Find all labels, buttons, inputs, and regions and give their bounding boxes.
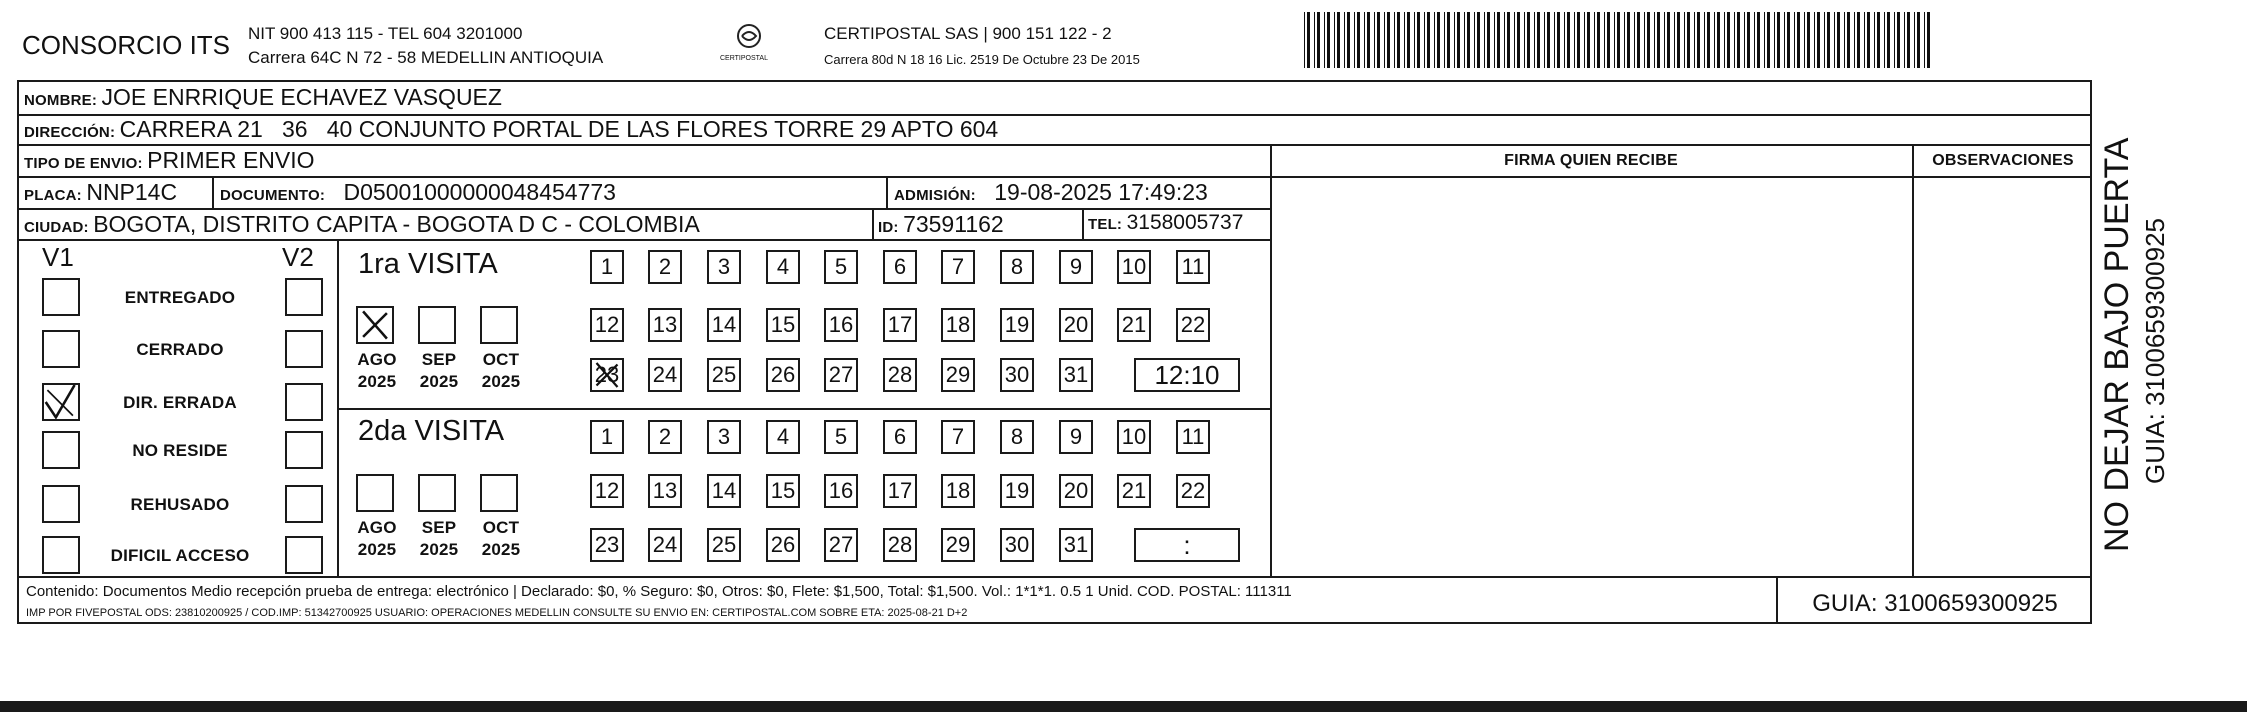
v1-checkbox[interactable] [42, 536, 80, 574]
barcode-bar [1807, 12, 1810, 68]
barcode-bar [1547, 12, 1550, 68]
visita1-month-checkbox[interactable] [356, 306, 394, 344]
visita1-day-box[interactable]: 13 [648, 308, 682, 342]
firma-area[interactable] [1272, 178, 1912, 576]
v1-checkbox[interactable] [42, 431, 80, 469]
barcode-bar [1904, 12, 1905, 68]
barcode-bar [1317, 12, 1320, 68]
barcode-bar [1474, 12, 1475, 68]
nombre-label: NOMBRE: [24, 92, 98, 109]
visita2-month-label: SEP [421, 518, 457, 537]
observaciones-header: OBSERVACIONES [1932, 152, 2074, 169]
barcode-bar [1577, 12, 1580, 68]
visita1-day-box[interactable]: 22 [1176, 308, 1210, 342]
nombre-value: JOE ENRRIQUE ECHAVEZ VASQUEZ [101, 84, 502, 110]
visita2-day-box[interactable]: 8 [1000, 420, 1034, 454]
courier-license: Carrera 80d N 18 16 Lic. 2519 De Octubre 23 De 2015 [824, 52, 1140, 67]
barcode-bar [1417, 12, 1420, 68]
visita1-day-box[interactable]: 29 [941, 358, 975, 392]
barcode-bar [1917, 12, 1920, 68]
barcode-bar [1467, 12, 1470, 68]
visita2-day-box[interactable]: 9 [1059, 420, 1093, 454]
company-name: CONSORCIO ITS [22, 30, 231, 60]
barcode-bar [1687, 12, 1690, 68]
visita1-month-checkbox[interactable] [418, 306, 456, 344]
check-mark-icon [44, 385, 78, 419]
barcode-bar [1614, 12, 1615, 68]
barcode-bar [1697, 12, 1700, 68]
barcode-bar [1847, 12, 1850, 68]
barcode-bar [1337, 12, 1340, 68]
barcode-bar [1764, 12, 1765, 68]
visita2-day-box[interactable]: 23 [590, 528, 624, 562]
barcode-bar [1844, 12, 1845, 68]
x-mark-icon [358, 308, 392, 342]
firma-header: FIRMA QUIEN RECIBE [1504, 152, 1678, 169]
visita1-day-box[interactable]: 14 [707, 308, 741, 342]
barcode-bar [1584, 12, 1585, 68]
barcode-bar [1387, 12, 1390, 68]
barcode-bar [1514, 12, 1515, 68]
visita2-day-box[interactable]: 27 [824, 528, 858, 562]
placa-label: PLACA: [24, 187, 82, 204]
visita2-day-box[interactable]: 22 [1176, 474, 1210, 508]
visita2-day-box[interactable]: 13 [648, 474, 682, 508]
barcode-bar [1767, 12, 1770, 68]
visita1-month-label: OCT [482, 350, 520, 369]
visita1-day-box[interactable]: 7 [941, 250, 975, 284]
barcode-bar [1634, 12, 1635, 68]
visita2-month-checkbox[interactable] [356, 474, 394, 512]
barcode-bar [1557, 12, 1560, 68]
barcode-bar [1404, 12, 1405, 68]
barcode-bar [1427, 12, 1430, 68]
barcode-bar [1567, 12, 1570, 68]
barcode-bar [1517, 12, 1520, 68]
barcode-bar [1714, 12, 1715, 68]
visita2-day-box[interactable]: 14 [707, 474, 741, 508]
visita2-day-box[interactable]: 5 [824, 420, 858, 454]
v2-checkbox[interactable] [285, 485, 323, 523]
barcode-bar [1897, 12, 1900, 68]
barcode-bar [1607, 12, 1610, 68]
admision-label: ADMISIÓN: [894, 187, 976, 204]
courier-name: CERTIPOSTAL SAS | 900 151 122 - 2 [824, 24, 1112, 43]
status-option-label: REHUSADO [130, 495, 230, 514]
visita1-month-year: 2025 [481, 372, 521, 391]
ciudad-value: BOGOTA, DISTRITO CAPITA - BOGOTA D C - COLOMBIA [93, 211, 700, 237]
visita1-title: 1ra VISITA [358, 248, 498, 280]
visita2-day-box[interactable]: 4 [766, 420, 800, 454]
barcode-bar [1784, 12, 1785, 68]
visita2-month-checkbox[interactable] [480, 474, 518, 512]
barcode-bar [1504, 12, 1505, 68]
barcode-bar [1794, 12, 1795, 68]
barcode-bar [1377, 12, 1380, 68]
admision-value: 19-08-2025 17:49:23 [994, 179, 1208, 205]
barcode-bar [1637, 12, 1640, 68]
barcode-bar [1314, 12, 1315, 68]
visita2-day-box[interactable]: 26 [766, 528, 800, 562]
visita2-day-box[interactable]: 31 [1059, 528, 1093, 562]
visita1-day-box[interactable]: 28 [883, 358, 917, 392]
v2-checkbox[interactable] [285, 431, 323, 469]
barcode-bar [1334, 12, 1335, 68]
visita2-day-box[interactable]: 16 [824, 474, 858, 508]
status-option-label: NO RESIDE [132, 441, 228, 460]
visita1-day-box[interactable]: 6 [883, 250, 917, 284]
barcode-bar [1684, 12, 1685, 68]
visita1-day-box[interactable]: 1 [590, 250, 624, 284]
visita2-month-year: 2025 [481, 540, 521, 559]
barcode-bar [1437, 12, 1440, 68]
visita2-day-box[interactable]: 3 [707, 420, 741, 454]
visita1-month-label: AGO [357, 350, 397, 369]
barcode-bar [1484, 12, 1485, 68]
barcode-bar [1594, 12, 1595, 68]
barcode-bar [1777, 12, 1780, 68]
barcode-bar [1667, 12, 1670, 68]
barcode-bar [1537, 12, 1540, 68]
barcode-bar [1447, 12, 1450, 68]
barcode-bar [1657, 12, 1660, 68]
barcode-bar [1604, 12, 1605, 68]
status-option-label: DIFICIL ACCESO [110, 546, 250, 565]
barcode-bar [1894, 12, 1895, 68]
visita2-day-box[interactable]: 21 [1117, 474, 1151, 508]
visita1-day-box[interactable]: 4 [766, 250, 800, 284]
v1-checkbox[interactable] [42, 278, 80, 316]
barcode-bar [1627, 12, 1630, 68]
documento-label: DOCUMENTO: [220, 187, 326, 204]
footer-guia: GUIA: 3100659300925 [1812, 590, 2058, 617]
visita1-month-checkbox[interactable] [480, 306, 518, 344]
barcode-bar [1827, 12, 1830, 68]
barcode-bar [1674, 12, 1675, 68]
barcode-bar [1477, 12, 1480, 68]
visita2-day-box[interactable]: 7 [941, 420, 975, 454]
barcode-bar [1444, 12, 1445, 68]
visita2-day-box[interactable]: 20 [1059, 474, 1093, 508]
barcode-bar [1654, 12, 1655, 68]
barcode-bar [1644, 12, 1645, 68]
barcode-bar [1327, 12, 1330, 68]
footer-content: Contenido: Documentos Medio recepción prueba de entrega: electrónico | Declarado: $0, % Seguro: $0, Otros: $0, Flete: $1,500, Total: $1,500. Vol.: 1*1*1. 0.5 1 Unid. COD. POSTAL: 111311 [26, 583, 1292, 600]
barcode-bar [1464, 12, 1465, 68]
barcode-bar [1374, 12, 1375, 68]
visita2-day-box[interactable]: 19 [1000, 474, 1034, 508]
company-address: Carrera 64C N 72 - 58 MEDELLIN ANTIOQUIA [248, 48, 604, 67]
visita2-day-box[interactable]: 18 [941, 474, 975, 508]
barcode-bar [1534, 12, 1535, 68]
barcode-bar [1907, 12, 1910, 68]
barcode-bar [1494, 12, 1495, 68]
barcode-bar [1887, 12, 1890, 68]
barcode-bar [1727, 12, 1730, 68]
barcode-bar [1817, 12, 1820, 68]
barcode-bar [1454, 12, 1455, 68]
barcode-bar [1664, 12, 1665, 68]
side-warning: NO DEJAR BAJO PUERTA [2098, 137, 2136, 552]
barcode-bar [1927, 12, 1930, 68]
barcode-bar [1877, 12, 1880, 68]
barcode-bar [1814, 12, 1815, 68]
visita2-day-box[interactable]: 6 [883, 420, 917, 454]
visita1-day-box[interactable]: 10 [1117, 250, 1151, 284]
side-guia: GUIA: 3100659300925 [2140, 218, 2170, 484]
visita1-day-box[interactable]: 12 [590, 308, 624, 342]
status-option-label: DIR. ERRADA [123, 393, 237, 412]
visita1-day-box[interactable]: 24 [648, 358, 682, 392]
barcode-bar [1744, 12, 1745, 68]
visita1-day-box[interactable]: 8 [1000, 250, 1034, 284]
visita2-day-box[interactable]: 2 [648, 420, 682, 454]
visita1-day-box[interactable]: 19 [1000, 308, 1034, 342]
barcode-bar [1724, 12, 1725, 68]
visita2-day-box[interactable]: 12 [590, 474, 624, 508]
barcode [1302, 10, 1940, 72]
barcode-bar [1924, 12, 1925, 68]
v2-checkbox[interactable] [285, 330, 323, 368]
barcode-bar [1837, 12, 1840, 68]
barcode-bar [1367, 12, 1370, 68]
barcode-bar [1834, 12, 1835, 68]
barcode-bar [1487, 12, 1490, 68]
barcode-bar [1357, 12, 1360, 68]
barcode-bar [1524, 12, 1525, 68]
visita1-day-box[interactable]: 17 [883, 308, 917, 342]
visita1-day-box[interactable]: 18 [941, 308, 975, 342]
v2-checkbox[interactable] [285, 278, 323, 316]
barcode-bar [1854, 12, 1855, 68]
barcode-bar [1857, 12, 1860, 68]
barcode-bar [1364, 12, 1365, 68]
barcode-bar [1717, 12, 1720, 68]
direccion-value: CARRERA 21 36 40 CONJUNTO PORTAL DE LAS FLORES TORRE 29 APTO 604 [119, 116, 999, 142]
barcode-bar [1824, 12, 1825, 68]
tipo-envio-value: PRIMER ENVIO [147, 147, 315, 173]
footer-imp: IMP POR FIVEPOSTAL ODS: 23810200925 / COD.IMP: 51342700925 USUARIO: OPERACIONES MEDELLIN CONSULTE SU ENVIO EN: CERTIPOSTAL.COM SOBRE ETA: 2025-08-21 D+2 [26, 607, 968, 619]
v2-checkbox[interactable] [285, 536, 323, 574]
v1-checkbox[interactable] [42, 330, 80, 368]
visita2-day-box[interactable]: 30 [1000, 528, 1034, 562]
visita1-month-label: SEP [421, 350, 457, 369]
visita2-day-box[interactable]: 24 [648, 528, 682, 562]
visita2-day-box[interactable]: 11 [1176, 420, 1210, 454]
barcode-bar [1384, 12, 1385, 68]
barcode-bar [1527, 12, 1530, 68]
v2-checkbox[interactable] [285, 383, 323, 421]
visita2-day-box[interactable]: 10 [1117, 420, 1151, 454]
barcode-bar [1597, 12, 1600, 68]
visita2-month-year: 2025 [419, 540, 459, 559]
barcode-bar [1354, 12, 1355, 68]
tel-value: 3158005737 [1126, 211, 1244, 234]
barcode-bar [1694, 12, 1695, 68]
visita1-day-box[interactable]: 2 [648, 250, 682, 284]
visita2-title: 2da VISITA [358, 415, 505, 447]
barcode-bar [1544, 12, 1545, 68]
v1-checkbox[interactable] [42, 485, 80, 523]
barcode-bar [1457, 12, 1460, 68]
visita2-month-label: AGO [357, 518, 397, 537]
barcode-bar [1434, 12, 1435, 68]
visita2-month-checkbox[interactable] [418, 474, 456, 512]
barcode-bar [1874, 12, 1875, 68]
barcode-bar [1344, 12, 1345, 68]
barcode-bar [1804, 12, 1805, 68]
barcode-bar [1754, 12, 1755, 68]
visita2-month-label: OCT [482, 518, 520, 537]
certipostal-logo [714, 22, 784, 70]
visita1-day-box[interactable]: 5 [824, 250, 858, 284]
bottom-bar [0, 701, 2247, 712]
visita2-day-box[interactable]: 29 [941, 528, 975, 562]
barcode-bar [1424, 12, 1425, 68]
barcode-bar [1797, 12, 1800, 68]
id-value: 73591162 [903, 211, 1004, 237]
company-nit: NIT 900 413 115 - TEL 604 3201000 [248, 24, 523, 43]
visita1-month-year: 2025 [419, 372, 459, 391]
documento-value: D05001000000048454773 [343, 179, 616, 205]
placa-value: NNP14C [86, 179, 178, 205]
v1-label: V1 [42, 242, 74, 272]
barcode-bar [1734, 12, 1735, 68]
barcode-bar [1737, 12, 1740, 68]
visita1-time-box[interactable]: 12:10 [1134, 358, 1240, 392]
barcode-bar [1774, 12, 1775, 68]
visita1-day-box[interactable]: 27 [824, 358, 858, 392]
barcode-bar [1304, 12, 1305, 68]
visita1-day-box[interactable]: 11 [1176, 250, 1210, 284]
visita2-time-box[interactable]: : [1134, 528, 1240, 562]
barcode-bar [1347, 12, 1350, 68]
visita1-day-box[interactable]: 23 [590, 358, 624, 392]
visita2-day-box[interactable]: 15 [766, 474, 800, 508]
barcode-bar [1397, 12, 1400, 68]
visita2-month-year: 2025 [357, 540, 397, 559]
visita2-day-box[interactable]: 28 [883, 528, 917, 562]
barcode-bar [1647, 12, 1650, 68]
tel-label: TEL: [1088, 216, 1123, 233]
barcode-bar [1587, 12, 1590, 68]
visita1-day-box[interactable]: 3 [707, 250, 741, 284]
visita1-day-box[interactable]: 9 [1059, 250, 1093, 284]
visita1-day-box[interactable]: 25 [707, 358, 741, 392]
barcode-bar [1324, 12, 1325, 68]
barcode-bar [1554, 12, 1555, 68]
barcode-bar [1704, 12, 1705, 68]
barcode-bar [1414, 12, 1415, 68]
visita2-day-box[interactable]: 25 [707, 528, 741, 562]
certipostal-logo-icon [714, 22, 784, 70]
barcode-bar [1407, 12, 1410, 68]
barcode-bar [1497, 12, 1500, 68]
v2-label: V2 [282, 242, 314, 272]
direccion-label: DIRECCIÓN: [24, 124, 116, 141]
status-option-label: CERRADO [136, 340, 224, 359]
ciudad-label: CIUDAD: [24, 219, 89, 236]
visita1-day-box[interactable]: 31 [1059, 358, 1093, 392]
barcode-bar [1394, 12, 1395, 68]
barcode-bar [1574, 12, 1575, 68]
barcode-bar [1867, 12, 1870, 68]
v1-checkbox[interactable] [42, 383, 80, 421]
barcode-bar [1624, 12, 1625, 68]
visita1-day-box[interactable]: 20 [1059, 308, 1093, 342]
visita2-day-box[interactable]: 17 [883, 474, 917, 508]
barcode-bar [1914, 12, 1915, 68]
status-option-label: ENTREGADO [124, 288, 236, 307]
barcode-bar [1307, 12, 1310, 68]
barcode-bar [1884, 12, 1885, 68]
barcode-bar [1757, 12, 1760, 68]
barcode-bar [1507, 12, 1510, 68]
logo-text: CERTIPOSTAL [720, 55, 768, 62]
barcode-bar [1707, 12, 1710, 68]
barcode-bar [1564, 12, 1565, 68]
tipo-envio-label: TIPO DE ENVIO: [24, 155, 143, 172]
barcode-bar [1747, 12, 1750, 68]
visita2-day-box[interactable]: 1 [590, 420, 624, 454]
visita1-day-box[interactable]: 30 [1000, 358, 1034, 392]
barcode-bar [1617, 12, 1620, 68]
barcode-bar [1864, 12, 1865, 68]
barcode-bar [1787, 12, 1790, 68]
visita1-month-year: 2025 [357, 372, 397, 391]
observaciones-area[interactable] [1914, 178, 2092, 576]
visita1-day-box[interactable]: 21 [1117, 308, 1151, 342]
id-label: ID: [878, 219, 899, 236]
visita1-day-box[interactable]: 16 [824, 308, 858, 342]
barcode-bar [1677, 12, 1680, 68]
visita1-day-box[interactable]: 26 [766, 358, 800, 392]
visita1-day-box[interactable]: 15 [766, 308, 800, 342]
